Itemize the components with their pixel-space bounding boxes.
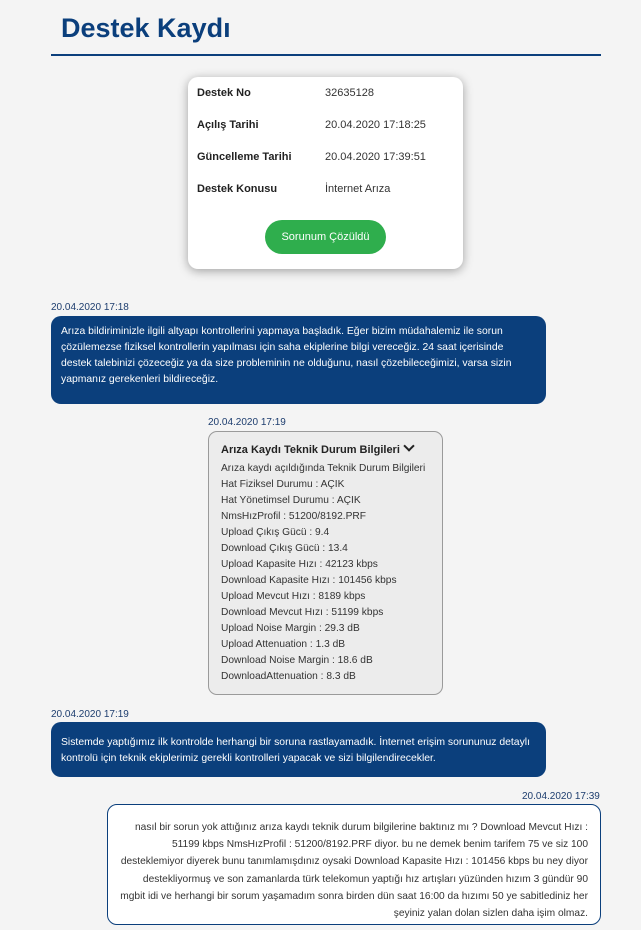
technical-status-line: Upload Attenuation : 1.3 dB <box>221 639 346 650</box>
technical-status-line: Upload Kapasite Hızı : 42123 kbps <box>221 559 378 570</box>
ticket-subject-value: İnternet Arıza <box>325 183 391 195</box>
technical-status-title: Arıza Kaydı Teknik Durum Bilgileri <box>221 444 400 456</box>
ticket-number-label: Destek No <box>197 87 251 99</box>
page-title: Destek Kaydı <box>61 13 231 43</box>
technical-status-line: Arıza kaydı açıldığında Teknik Durum Bilgileri <box>221 463 426 474</box>
message-timestamp: 20.04.2020 17:18 <box>51 302 129 313</box>
support-message-bubble: Sistemde yaptığımız ilk kontrolde herhangi bir soruna rastlayamadık. İnternet erişim sorununuz detaylı kontrolü için teknik ekiplerimiz gerekli kontrolleri yapacak ve sizi bilgilendirecekler. <box>51 722 546 777</box>
support-message-bubble: Arıza bildiriminizle ilgili altyapı kontrollerini yapmaya başladık. Eğer bizim müdahalemiz ile sorun çözülemezse fiziksel kontrollerin yapılması için saha ekiplerine bilgi vereceğiz. 24 saat içerisinde destek talebinizi çözeceğiz ya da size probleminin ne olduğunu, nasıl çözebileceğimizi, varsa sizin yapmanız gerekenleri bildireceğiz. <box>51 316 546 404</box>
technical-status-line: NmsHızProfil : 51200/8192.PRF <box>221 511 366 522</box>
user-message-bubble: nasıl bir sorun yok attığınız arıza kaydı teknik durum bilgilerine baktınız mı ? Download Mevcut Hızı : 51199 kbps NmsHızProfil : 51200/8192.PRF diyor. bu ne demek benim tarifem 75 ve siz 100 desteklemiyor diyerek bunu tanımlamışdınız oysaki Download Kapasite Hızı : 101456 kbps bu ney diyor destekliyormuş ve son zamanlarda türk telekomun yaptığı hız artışları yüzünden hızım 3 gündür 90 mgbit idi ve herhangi bir sorum yaşamadım sonra birden dün saat 16:00 da hızımı 50 ye sabitlediniz her şeyiniz yalan dolan sizlen daha işim olmaz. <box>107 804 601 925</box>
ticket-subject-label: Destek Konusu <box>197 183 278 195</box>
message-timestamp: 20.04.2020 17:19 <box>51 709 129 720</box>
problem-solved-button[interactable]: Sorunum Çözüldü <box>265 220 386 254</box>
message-timestamp: 20.04.2020 17:19 <box>208 417 286 428</box>
technical-status-line: Hat Fiziksel Durumu : AÇIK <box>221 479 345 490</box>
ticket-number-value: 32635128 <box>325 87 374 99</box>
technical-status-bubble <box>208 431 443 695</box>
technical-status-line: Download Çıkış Gücü : 13.4 <box>221 543 348 554</box>
technical-status-line: Hat Yönetimsel Durumu : AÇIK <box>221 495 361 506</box>
technical-status-line: Upload Noise Margin : 29.3 dB <box>221 623 360 634</box>
technical-status-toggle[interactable] <box>221 444 442 461</box>
updated-date-label: Güncelleme Tarihi <box>197 151 292 163</box>
title-divider <box>51 54 601 56</box>
opened-date-value: 20.04.2020 17:18:25 <box>325 119 426 131</box>
technical-status-line: Download Kapasite Hızı : 101456 kbps <box>221 575 397 586</box>
updated-date-value: 20.04.2020 17:39:51 <box>325 151 426 163</box>
technical-status-line: Download Noise Margin : 18.6 dB <box>221 655 373 666</box>
message-timestamp: 20.04.2020 17:39 <box>522 791 600 802</box>
technical-status-line: Upload Çıkış Gücü : 9.4 <box>221 527 330 538</box>
ticket-info-card <box>188 77 463 269</box>
opened-date-label: Açılış Tarihi <box>197 119 259 131</box>
chevron-down-icon <box>403 440 414 451</box>
technical-status-line: Download Mevcut Hızı : 51199 kbps <box>221 607 384 618</box>
technical-status-line: DownloadAttenuation : 8.3 dB <box>221 671 356 682</box>
technical-status-line: Upload Mevcut Hızı : 8189 kbps <box>221 591 366 602</box>
